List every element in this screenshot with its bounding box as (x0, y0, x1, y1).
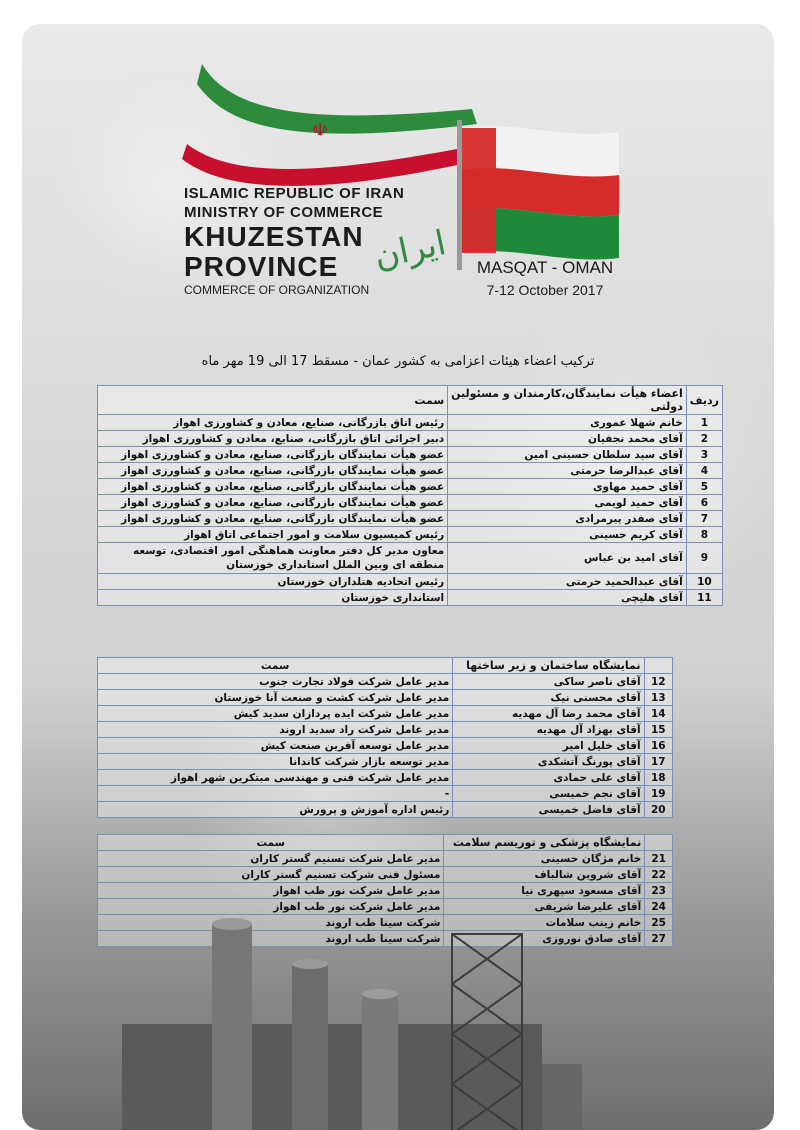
table-row (98, 690, 673, 706)
row-name: آقای عبدالرضا حرمتی (448, 463, 687, 479)
section-title: نمایشگاه پزشکی و توریسم سلامت (444, 835, 645, 851)
row-role: شرکت سینا طب اروند (98, 931, 444, 947)
row-role: عضو هیأت نمایندگان بازرگانی، صنایع، معادن و کشاورزی اهواز (98, 479, 448, 495)
row-name: آقای بهزاد آل مهدیه (453, 722, 644, 738)
row-role: مسئول فنی شرکت تسنیم گستر کاران (98, 867, 444, 883)
table-header-row (98, 386, 723, 415)
row-name: آقای فاضل خمیسی (453, 802, 644, 818)
table-row (98, 527, 723, 543)
row-role: شرکت سینا طب اروند (98, 915, 444, 931)
table-row (98, 590, 723, 606)
table-row (98, 770, 673, 786)
table-row (98, 851, 673, 867)
row-role: مدیر عامل شرکت راد سدید اروند (98, 722, 453, 738)
row-name: آقای مسعود سپهری نیا (444, 883, 645, 899)
iran-emblem-icon: ☫ (312, 120, 329, 141)
row-name: خانم مژگان حسینی (444, 851, 645, 867)
header-role: سمت (98, 835, 444, 851)
row-num: 21 (645, 851, 673, 867)
row-name: آقای علی حمادی (453, 770, 644, 786)
table-row (98, 786, 673, 802)
title-line-5: COMMERCE OF ORGANIZATION (184, 283, 370, 297)
table-row (98, 738, 673, 754)
row-num: 18 (644, 770, 672, 786)
row-role: مدیر عامل شرکت فولاد تجارت جنوب (98, 674, 453, 690)
header-name-line-2: دولتی (650, 400, 683, 413)
row-num: 7 (686, 511, 722, 527)
row-num: 10 (686, 574, 722, 590)
row-name: خانم زینب سلامات (444, 915, 645, 931)
table-row (98, 463, 723, 479)
row-role: مدیر عامل شرکت فنی و مهندسی مبتکرین شهر اهواز (98, 770, 453, 786)
header-name (448, 386, 687, 415)
row-role: مدیر عامل توسعه آفرین صنعت کیش (98, 738, 453, 754)
row-name: آقای کریم حسینی (448, 527, 687, 543)
table-row (98, 867, 673, 883)
table-row (98, 674, 673, 690)
row-num: 8 (686, 527, 722, 543)
header-num: ردیف (686, 386, 722, 415)
event-location (470, 258, 620, 298)
industrial-plant-image (62, 904, 762, 1130)
row-role: مدیر عامل شرکت کشت و صنعت آنا خوزستان (98, 690, 453, 706)
row-role: رئیس اتحادیه هتلداران خوزستان (98, 574, 448, 590)
row-num: 5 (686, 479, 722, 495)
table-row (98, 706, 673, 722)
construction-exhibit-table (97, 657, 673, 818)
row-num: 9 (686, 543, 722, 574)
table-row (98, 574, 723, 590)
title-line-4: PROVINCE (184, 251, 339, 282)
oman-flag-icon (454, 120, 624, 270)
header-role: سمت (98, 658, 453, 674)
row-num: 11 (686, 590, 722, 606)
event-city: MASQAT - OMAN (476, 258, 614, 277)
row-num: 27 (645, 931, 673, 947)
row-name: آقای حمید مهاوی (448, 479, 687, 495)
delegation-table (97, 385, 723, 606)
row-name: آقای عبدالحمید حرمتی (448, 574, 687, 590)
row-role: رئیس کمیسیون سلامت و امور اجتماعی اتاق اهواز (98, 527, 448, 543)
row-name: آقای صفدر پیرمرادی (448, 511, 687, 527)
header-role: سمت (98, 386, 448, 415)
row-name: آقای امید بن عباس (448, 543, 687, 574)
row-role: عضو هیأت نمایندگان بازرگانی، صنایع، معادن و کشاورزی اهواز (98, 447, 448, 463)
row-num: 17 (644, 754, 672, 770)
row-name: آقای محمد نجفیان (448, 431, 687, 447)
row-num: 1 (686, 415, 722, 431)
row-role: مدیر عامل شرکت تسنیم گستر کاران (98, 851, 444, 867)
row-role: عضو هیأت نمایندگان بازرگانی، صنایع، معادن و کشاورزی اهواز (98, 463, 448, 479)
row-role: رئیس اداره آموزش و پرورش (98, 802, 453, 818)
row-num: 13 (644, 690, 672, 706)
row-num: 19 (644, 786, 672, 802)
row-num: 2 (686, 431, 722, 447)
iran-calligraphy-logo: ایران (370, 222, 450, 278)
table-row (98, 447, 723, 463)
row-num: 25 (645, 915, 673, 931)
row-num: 4 (686, 463, 722, 479)
header-name-line-1: اعضاء هیأت نمایندگان،کارمندان و مسئولین (451, 387, 683, 400)
row-name: آقای نجم خمیسی (453, 786, 644, 802)
title-line-3: KHUZESTAN (184, 221, 364, 252)
row-name: خانم شهلا عموری (448, 415, 687, 431)
row-role: معاون مدیر کل دفتر معاونت هماهنگی امور اقتصادی، توسعه منطقه ای وبین الملل استانداری خوزستان (98, 543, 448, 574)
section-title: نمایشگاه ساختمان و زیر ساختها (453, 658, 644, 674)
row-num: 20 (644, 802, 672, 818)
row-num: 6 (686, 495, 722, 511)
title-line-1: ISLAMIC REPUBLIC OF IRAN (184, 185, 405, 202)
event-date: 7-12 October 2017 (486, 282, 604, 298)
header (22, 24, 774, 324)
row-num: 15 (644, 722, 672, 738)
table-row (98, 511, 723, 527)
row-num: 22 (645, 867, 673, 883)
row-role: مدیر عامل شرکت نور طب اهواز (98, 899, 444, 915)
document-title: ترکیب اعضاء هیئات اعزامی به کشور عمان - مسقط 17 الی 19 مهر ماه (201, 354, 595, 369)
row-name: آقای علیرضا شریفی (444, 899, 645, 915)
row-role: رئیس اتاق بازرگانی، صنایع، معادن و کشاورزی اهواز (98, 415, 448, 431)
section-header-row (98, 658, 673, 674)
table-row (98, 479, 723, 495)
row-name: آقای محمد رضا آل مهدیه (453, 706, 644, 722)
table-row (98, 883, 673, 899)
row-role: مدیر عامل شرکت ایده پردازان سدید کیش (98, 706, 453, 722)
row-role: مدیر توسعه بازار شرکت کاندانا (98, 754, 453, 770)
row-name: آقای محسنی نیک (453, 690, 644, 706)
row-name: آقای خلیل امیر (453, 738, 644, 754)
row-role: مدیر عامل شرکت نور طب اهواز (98, 883, 444, 899)
row-role: استانداری خوزستان (98, 590, 448, 606)
table-row (98, 722, 673, 738)
row-name: آقای صادق نوروزی (444, 931, 645, 947)
row-num: 23 (645, 883, 673, 899)
row-num (644, 658, 672, 674)
section-header-row (98, 835, 673, 851)
row-role: عضو هیأت نمایندگان بازرگانی، صنایع، معادن و کشاورزی اهواز (98, 495, 448, 511)
row-num: 14 (644, 706, 672, 722)
title-line-2: MINISTRY OF COMMERCE (184, 204, 384, 221)
table-row (98, 802, 673, 818)
table-row (98, 415, 723, 431)
row-role: - (98, 786, 453, 802)
row-name: آقای شروین شالباف (444, 867, 645, 883)
row-num: 16 (644, 738, 672, 754)
table-row (98, 543, 723, 574)
poster-page (22, 24, 774, 1130)
table-row (98, 495, 723, 511)
row-name: آقای ناصر ساکی (453, 674, 644, 690)
table-row (98, 754, 673, 770)
row-name: آقای هلیچی (448, 590, 687, 606)
row-name: آقای پورنگ آتشکدی (453, 754, 644, 770)
table-row (98, 431, 723, 447)
row-name: آقای سید سلطان حسینی امین (448, 447, 687, 463)
row-num (645, 835, 673, 851)
row-role: دبیر اجرائی اتاق بازرگانی، صنایع، معادن و کشاورزی اهواز (98, 431, 448, 447)
row-num: 12 (644, 674, 672, 690)
row-name: آقای حمید لویمی (448, 495, 687, 511)
row-num: 3 (686, 447, 722, 463)
row-num: 24 (645, 899, 673, 915)
row-role: عضو هیأت نمایندگان بازرگانی، صنایع، معادن و کشاورزی اهواز (98, 511, 448, 527)
